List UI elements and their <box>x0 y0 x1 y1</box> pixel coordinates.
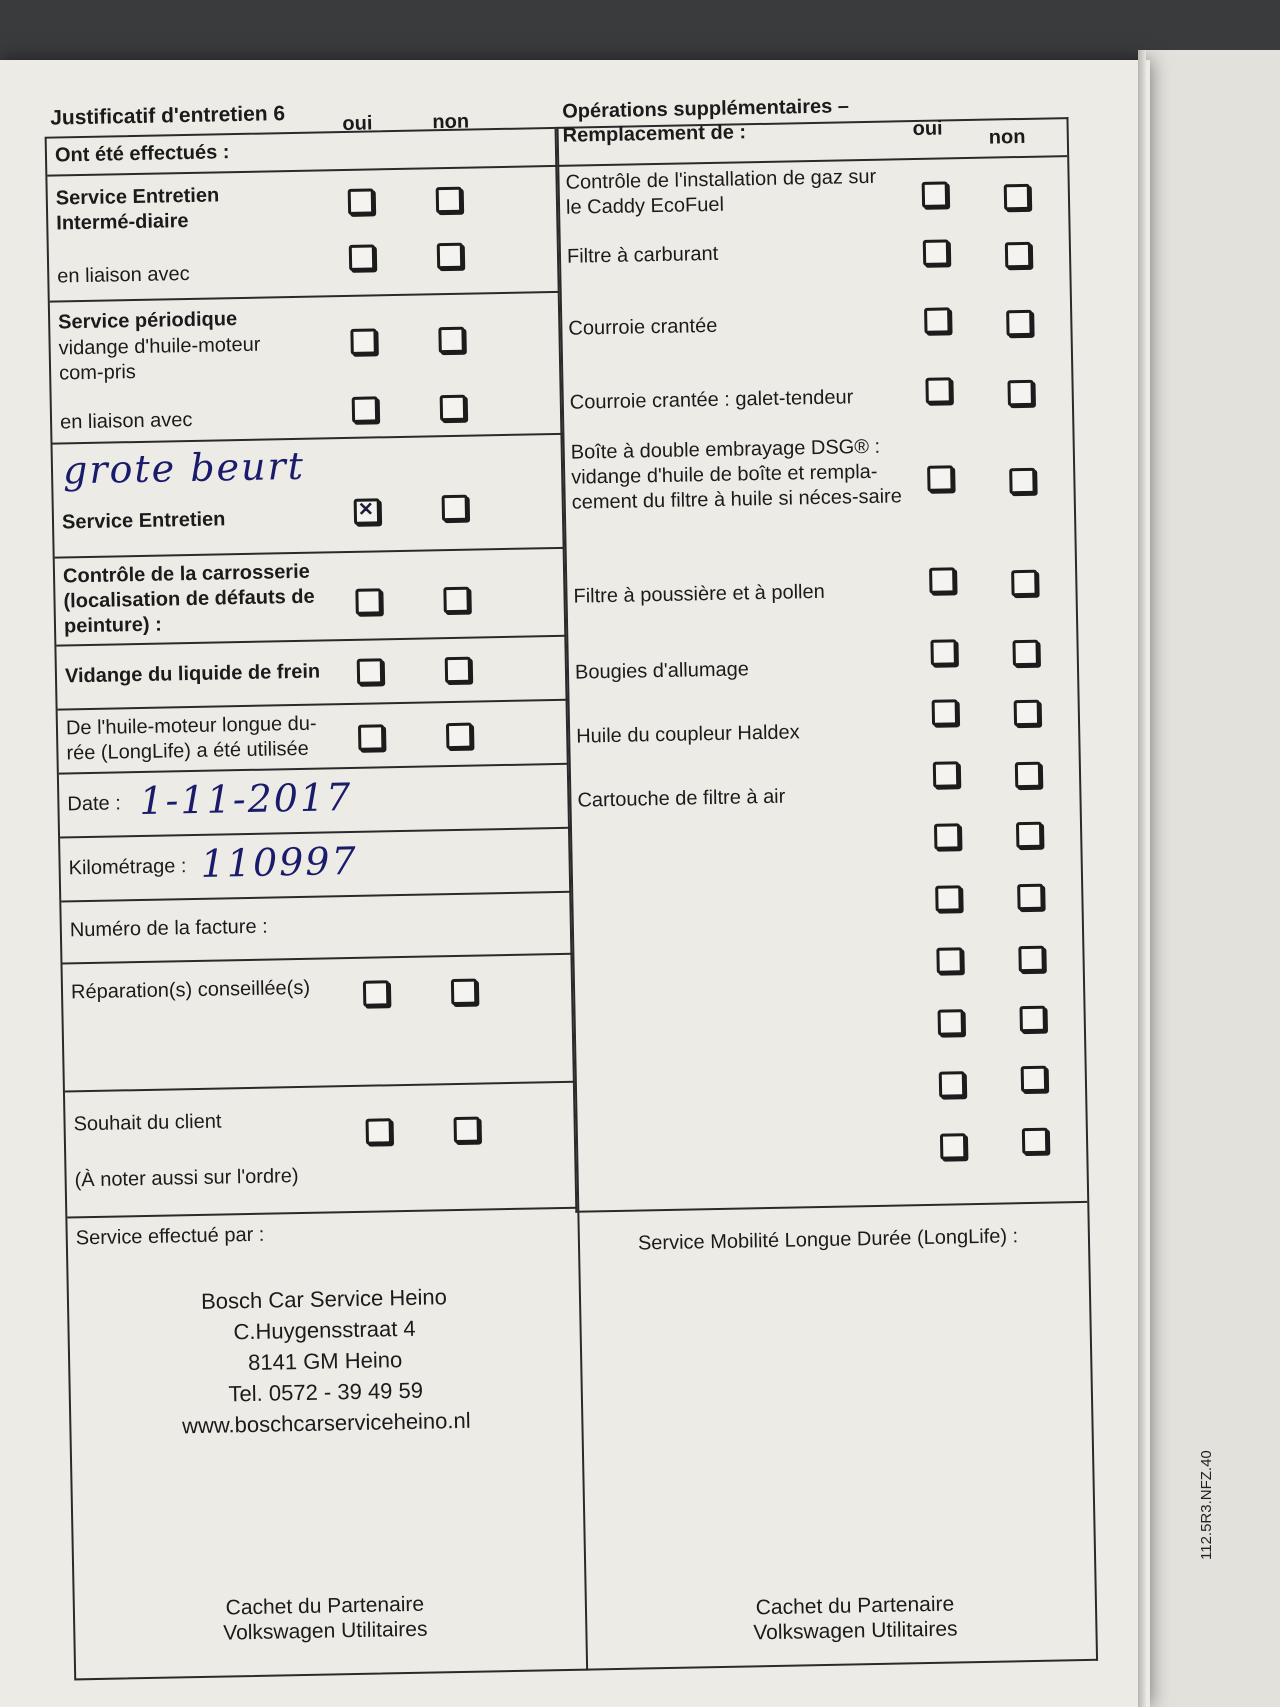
handwritten-service: grote beurt <box>62 443 306 493</box>
checkbox-intermediaire-non[interactable] <box>436 187 462 213</box>
section-longlife <box>58 701 569 775</box>
checkbox-liaison2-non[interactable] <box>440 395 466 421</box>
handwritten-date: 1-11-2017 <box>138 774 353 824</box>
checkbox-longlife-oui[interactable] <box>358 724 384 750</box>
label-noter-ordre: (À noter aussi sur l'ordre) <box>74 1165 299 1192</box>
stamp-line-3: 8141 GM Heino <box>247 1347 403 1376</box>
op-pollen-label: Filtre à poussière et à pollen <box>573 580 825 608</box>
checkbox-frein-oui[interactable] <box>357 658 383 684</box>
dealer-stamp <box>69 1279 582 1444</box>
checkbox-longlife-non[interactable] <box>446 723 472 749</box>
op-haldex-label: Huile du coupleur Haldex <box>576 721 800 748</box>
right-column <box>557 95 1099 1671</box>
label-liaison-2: en liaison avec <box>59 408 193 434</box>
label-reparations: Réparation(s) conseillée(s) <box>70 976 311 1004</box>
op-filtre-air-label: Cartouche de filtre à air <box>577 785 786 812</box>
handwritten-km: 110997 <box>200 838 359 886</box>
section-souhait <box>65 1083 577 1219</box>
col-non-label: non <box>432 110 470 134</box>
right-header-1: Opérations supplémentaires – <box>562 95 850 123</box>
longlife-service-label: Service Mobilité Longue Durée (LongLife) : <box>637 1225 1019 1255</box>
label-souhait: Souhait du client <box>73 1110 222 1136</box>
checkbox-souhait-non[interactable] <box>454 1117 480 1143</box>
checkbox-liaison1-non[interactable] <box>437 243 463 269</box>
right-col-non: non <box>988 125 1026 149</box>
stamp-line-2: C.Huygensstraat 4 <box>233 1315 416 1345</box>
checkbox-souhait-oui[interactable] <box>366 1118 392 1144</box>
op-courroie-label: Courroie crantée <box>568 314 718 340</box>
label-facture: Numéro de la facture : <box>69 915 268 942</box>
form-title: Justificatif d'entretien 6 <box>50 102 286 130</box>
cachet-left: Cachet du Partenaire Volkswagen Utilitaires <box>223 1592 428 1645</box>
op-bougies-label: Bougies d'allumage <box>574 658 750 684</box>
section-periodique <box>50 293 563 445</box>
checkbox-periodique-oui[interactable] <box>350 328 376 354</box>
label-periodique: Service périodique <box>57 308 238 334</box>
label-kilometrage: Kilométrage : <box>68 855 187 880</box>
maintenance-form <box>30 85 1100 1695</box>
label-effectue-par: Service effectué par : <box>75 1223 265 1250</box>
checkbox-liaison2-oui[interactable] <box>352 396 378 422</box>
op-galet-label: Courroie crantée : galet-tendeur <box>569 386 854 414</box>
stamp-line-1: Bosch Car Service Heino <box>200 1284 448 1314</box>
checkbox-carrosserie-oui[interactable] <box>355 588 381 614</box>
label-frein: Vidange du liquide de frein <box>64 660 321 688</box>
section-frein <box>56 637 567 711</box>
binding-gutter <box>1138 50 1146 1707</box>
right-header-2: Remplacement de : <box>562 121 747 147</box>
label-carrosserie: Contrôle de la carrosserie (localisation de défauts de peinture) : <box>62 560 315 638</box>
right-col-oui: oui <box>912 117 943 141</box>
label-date: Date : <box>67 792 121 816</box>
checkbox-reparations-oui[interactable] <box>363 980 389 1006</box>
checkbox-frein-non[interactable] <box>445 657 471 683</box>
op-filtre-carburant-label: Filtre à carburant <box>566 242 719 268</box>
section-kilometrage <box>60 829 571 903</box>
label-intermediaire: Service Entretien Intermé-diaire <box>55 184 220 235</box>
col-oui-label: oui <box>342 112 373 136</box>
label-longlife: De l'huile-moteur longue du-rée (LongLife) a été utilisée <box>65 712 317 765</box>
checkbox-periodique-non[interactable] <box>438 327 464 353</box>
checkbox-entretien-non[interactable] <box>442 495 468 521</box>
stamp-line-5: www.boschcarserviceheino.nl <box>181 1407 471 1439</box>
section-reparations <box>63 955 575 1093</box>
checkbox-liaison1-oui[interactable] <box>349 244 375 270</box>
section-entretien <box>53 435 565 559</box>
section-facture <box>61 893 572 965</box>
side-code: 112.5R3.NFZ.40 <box>1198 1450 1215 1560</box>
op-dsg-label: Boîte à double embrayage DSG® : vidange d'huile de boîte et rempla-cement du filtre à huile si néces-saire <box>570 435 903 514</box>
checkbox-reparations-non[interactable] <box>451 979 477 1005</box>
checkbox-entretien-oui[interactable] <box>354 498 380 524</box>
right-ops-box <box>555 119 1088 1213</box>
cachet-right: Cachet du Partenaire Volkswagen Utilitaires <box>753 1592 958 1645</box>
stamp-line-4: Tel. 0572 - 39 49 59 <box>228 1377 424 1407</box>
checkbox-intermediaire-oui[interactable] <box>348 188 374 214</box>
label-service-entretien: Service Entretien <box>61 508 226 534</box>
label-liaison-1: en liaison avec <box>57 262 190 288</box>
op-gaz-label: Contrôle de l'installation de gaz sur le Caddy EcoFuel <box>565 165 877 219</box>
checkbox-carrosserie-non[interactable] <box>443 587 469 613</box>
label-vidange-huile: vidange d'huile-moteur com-pris <box>58 333 261 385</box>
left-header: Ont été effectués : <box>54 141 230 167</box>
section-carrosserie <box>55 549 567 647</box>
section-date <box>59 765 570 839</box>
section-intermediaire <box>47 165 559 303</box>
